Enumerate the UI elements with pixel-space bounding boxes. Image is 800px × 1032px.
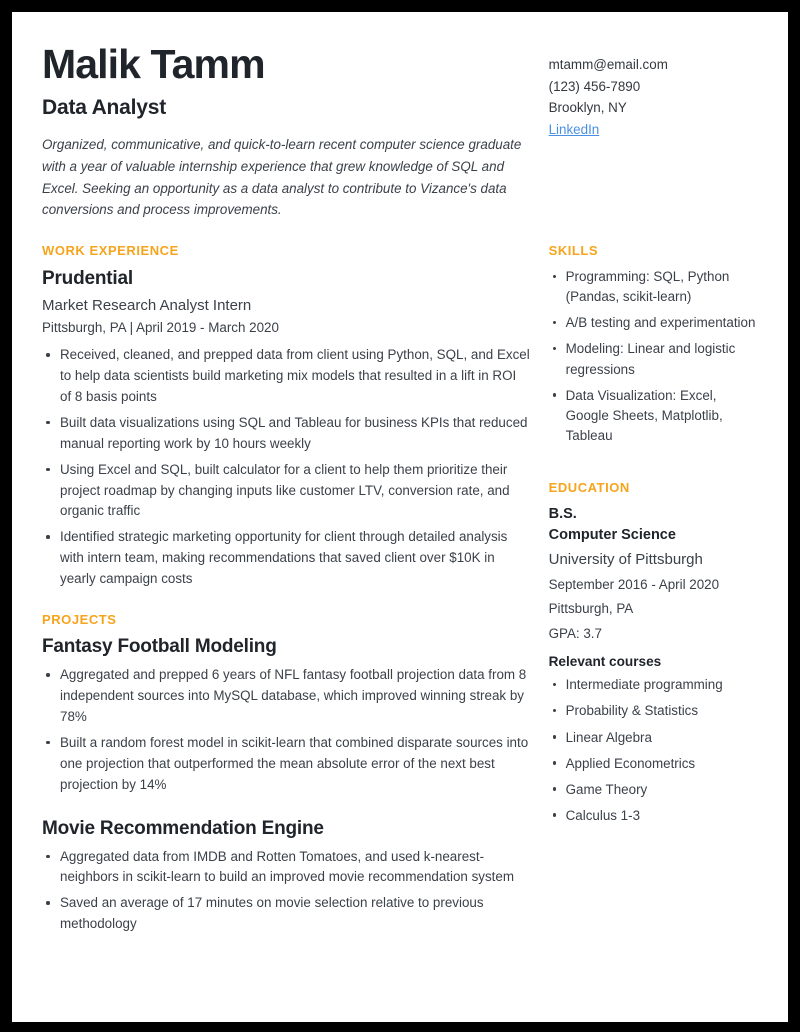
list-item: Probability & Statistics: [549, 701, 762, 721]
contact-phone: (123) 456-7890: [548, 78, 641, 94]
list-item: Built a random forest model in scikit-learn that combined disparate sources into one projection that outperformed the mean absolute error of the next best projection by 14%: [42, 733, 531, 796]
list-item: Built data visualizations using SQL and Tableau for business KPIs that reduced manual reporting work by 10 hours weekly: [42, 413, 531, 455]
projects-heading: PROJECTS: [42, 612, 117, 628]
list-item: A/B testing and experimentation: [549, 313, 762, 333]
list-item: Using Excel and SQL, built calculator for a client to help them prioritize their project roadmap by changing inputs like customer LTV, conversion rate, and organic traffic: [42, 460, 531, 523]
contact-email: mtamm@email.com: [548, 57, 668, 72]
list-item: Linear Algebra: [549, 728, 762, 748]
list-item: Saved an average of 17 minutes on movie selection relative to previous methodology: [42, 893, 531, 935]
work-experience-section: [42, 243, 531, 590]
list-item: Data Visualization: Excel, Google Sheets, Matplotlib, Tableau: [549, 386, 762, 446]
resume-header: [42, 42, 762, 221]
resume-content: [12, 12, 788, 1022]
skills-section: [549, 243, 762, 446]
education-heading: EDUCATION: [548, 479, 630, 495]
relevant-courses-list: [549, 675, 762, 826]
list-item: Identified strategic marketing opportunity for client through detailed analysis with intern team, making recommendations that saved client over $10K in yearly campaign costs: [42, 527, 531, 590]
list-item: Intermediate programming: [549, 675, 762, 695]
education-major: Computer Science: [548, 526, 676, 543]
resume-page: [12, 12, 788, 1022]
skills-heading: SKILLS: [548, 243, 599, 259]
list-item: Programming: SQL, Python (Pandas, scikit-learn): [549, 267, 762, 307]
education-gpa: GPA: 3.7: [548, 625, 602, 641]
linkedin-link[interactable]: LinkedIn: [548, 122, 600, 138]
work-experience-heading: WORK EXPERIENCE: [42, 243, 179, 259]
education-dates: September 2016 - April 2020: [548, 576, 720, 592]
candidate-job-title: Data Analyst: [42, 96, 167, 120]
side-column: [549, 243, 762, 1022]
education-degree: B.S.: [548, 505, 577, 522]
project-bullet-list: [42, 665, 531, 795]
job-company: Prudential: [42, 268, 133, 290]
project-title: Fantasy Football Modeling: [42, 636, 277, 658]
header-identity: [42, 42, 549, 221]
list-item: Applied Econometrics: [549, 754, 762, 774]
project-entry: [42, 818, 531, 936]
relevant-courses-heading: Relevant courses: [548, 654, 662, 670]
list-item: Game Theory: [549, 780, 762, 800]
list-item: Calculus 1-3: [549, 806, 762, 826]
list-item: Received, cleaned, and prepped data from client using Python, SQL, and Excel to help data scientists build marketing mix models that resulted in a lift in ROI of 8 basis points: [42, 345, 531, 408]
contact-info: [549, 42, 762, 141]
candidate-name: Malik Tamm: [42, 41, 265, 87]
professional-summary: Organized, communicative, and quick-to-learn recent computer science graduate with a year of valuable internship experience that grew knowledge of SQL and Excel. Seeking an opportunity as a data analyst to contribute to Vizance's data conversions and process improvements.: [42, 137, 522, 218]
main-column: [42, 243, 549, 1022]
project-bullet-list: [42, 847, 531, 936]
projects-section: [42, 612, 531, 935]
project-title: Movie Recommendation Engine: [42, 817, 324, 839]
job-role: Market Research Analyst Intern: [42, 296, 252, 314]
resume-columns: [42, 243, 762, 1022]
project-entry: [42, 636, 531, 795]
list-item: Aggregated data from IMDB and Rotten Tomatoes, and used k-nearest-neighbors in scikit-learn to build an improved movie recommendation system: [42, 847, 531, 889]
education-section: [549, 480, 762, 826]
job-bullet-list: [42, 345, 531, 590]
contact-location: Brooklyn, NY: [548, 100, 627, 116]
list-item: Aggregated and prepped 6 years of NFL fantasy football projection data from 8 independent sources into MySQL database, which improved winning streak by 78%: [42, 665, 531, 728]
education-school: University of Pittsburgh: [548, 550, 703, 568]
list-item: Modeling: Linear and logistic regressions: [549, 339, 762, 379]
job-entry: [42, 267, 531, 590]
skills-list: [549, 267, 762, 446]
job-meta: Pittsburgh, PA | April 2019 - March 2020: [42, 320, 279, 336]
education-location: Pittsburgh, PA: [548, 601, 634, 617]
